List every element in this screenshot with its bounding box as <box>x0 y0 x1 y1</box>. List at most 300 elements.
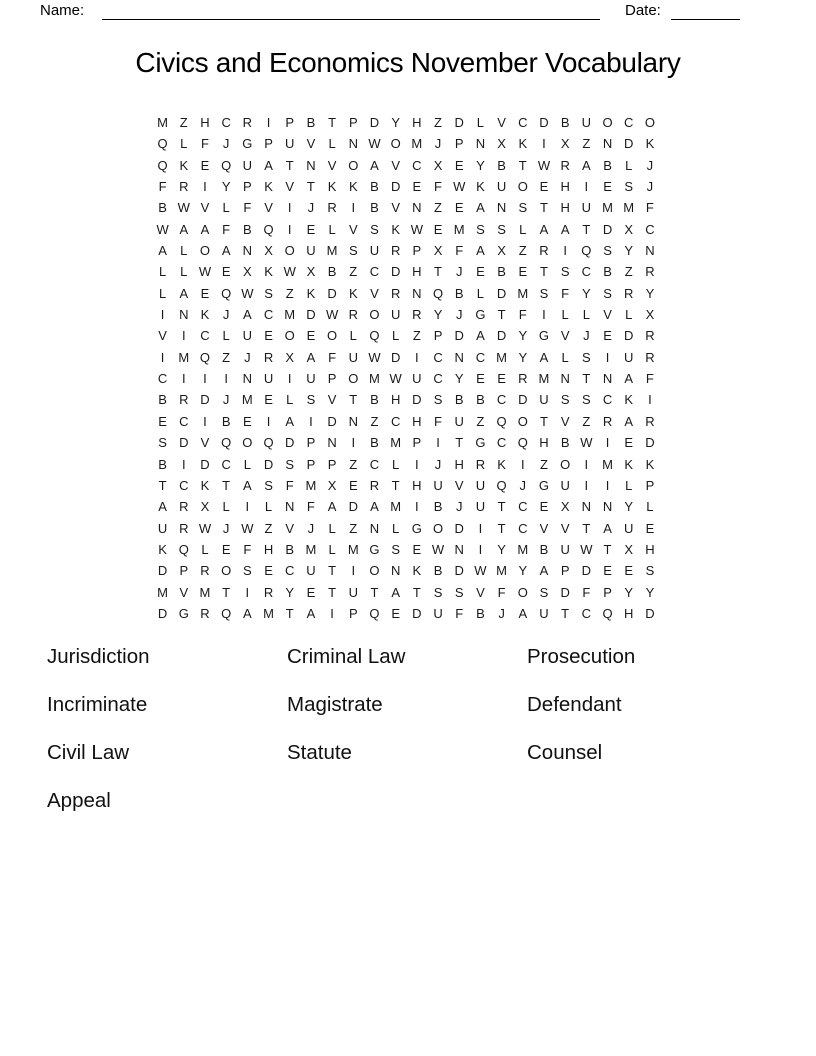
grid-letter: F <box>497 584 506 600</box>
grid-letter: I <box>181 456 186 472</box>
grid-letter: F <box>518 307 527 323</box>
grid-letter: M <box>602 456 613 472</box>
grid-letter: B <box>497 264 506 280</box>
grid-letter: Y <box>497 541 506 557</box>
grid-letter: L <box>264 499 273 515</box>
grid-letter: D <box>454 115 464 130</box>
grid-letter: J <box>519 477 527 493</box>
grid-letter: W <box>580 541 593 557</box>
grid-letter: S <box>497 221 506 237</box>
grid-letter: U <box>348 584 358 600</box>
grid-letter: V <box>285 520 295 536</box>
grid-letter: J <box>646 179 654 195</box>
grid-letter: C <box>221 456 231 472</box>
grid-letter: F <box>645 371 654 387</box>
grid-letter: J <box>583 328 590 344</box>
grid-letter: W <box>537 157 551 173</box>
grid-letter: I <box>436 435 440 451</box>
grid-letter: Z <box>349 520 358 536</box>
grid-letter: K <box>624 456 634 472</box>
grid-letter: L <box>646 499 654 515</box>
grid-letter: I <box>415 499 419 515</box>
grid-letter: G <box>369 541 380 557</box>
grid-letter: W <box>156 221 169 237</box>
grid-letter: Z <box>370 413 379 429</box>
grid-letter: M <box>326 243 338 259</box>
grid-letter: O <box>221 563 232 579</box>
grid-letter: U <box>285 136 295 152</box>
grid-letter: N <box>412 200 422 216</box>
grid-letter: I <box>330 605 334 621</box>
grid-letter: U <box>475 499 486 515</box>
grid-letter: V <box>179 584 189 600</box>
grid-letter: L <box>625 307 633 323</box>
grid-letter: N <box>602 499 613 515</box>
grid-letter: W <box>474 563 487 579</box>
grid-letter: J <box>498 605 505 621</box>
grid-letter: L <box>328 541 336 557</box>
grid-letter: M <box>369 371 380 387</box>
grid-letter: R <box>518 371 528 387</box>
grid-letter: J <box>222 307 230 323</box>
grid-letter: V <box>454 477 464 493</box>
grid-letter: P <box>348 115 358 130</box>
grid-letter: A <box>243 477 252 493</box>
date-label: Date: <box>625 2 661 19</box>
grid-letter: Z <box>476 413 485 429</box>
grid-letter: J <box>307 200 315 216</box>
grid-letter: L <box>180 136 188 152</box>
grid-letter: S <box>454 584 464 600</box>
grid-letter: R <box>179 499 189 515</box>
grid-letter: R <box>369 477 380 493</box>
grid-letter: B <box>476 392 485 408</box>
grid-letter: T <box>158 477 167 493</box>
grid-letter: C <box>496 435 507 451</box>
grid-letter: U <box>624 349 634 365</box>
grid-letter: V <box>327 392 337 408</box>
grid-letter: R <box>179 179 189 195</box>
grid-letter: R <box>645 413 655 429</box>
grid-letter: D <box>263 456 274 472</box>
grid-letter: V <box>327 157 337 173</box>
grid-letter: G <box>475 307 486 323</box>
grid-letter: I <box>584 477 589 493</box>
grid-letter: N <box>496 200 507 216</box>
grid-letter: P <box>243 179 252 195</box>
grid-letter: S <box>264 477 273 493</box>
grid-letter: H <box>412 477 422 493</box>
grid-letter: C <box>645 221 655 237</box>
grid-letter: N <box>412 285 422 301</box>
grid-letter: C <box>475 349 486 365</box>
grid-letter: E <box>221 541 231 557</box>
grid-letter: L <box>222 328 230 344</box>
grid-letter: I <box>648 392 652 408</box>
grid-letter: Y <box>624 243 634 259</box>
grid-letter: M <box>390 499 402 515</box>
grid-letter: J <box>455 264 463 280</box>
grid-letter: R <box>645 349 655 365</box>
grid-letter: A <box>560 221 570 237</box>
grid-letter: S <box>560 392 570 408</box>
grid-letter: M <box>623 200 635 216</box>
grid-letter: K <box>645 456 655 472</box>
grid-letter: A <box>624 371 634 387</box>
grid-letter: D <box>327 413 337 429</box>
grid-letter: B <box>454 285 464 301</box>
grid-letter: O <box>517 584 528 600</box>
grid-letter: K <box>348 285 358 301</box>
grid-letter: O <box>348 371 359 387</box>
word-bank-item: Civil Law <box>47 741 130 764</box>
grid-letter: E <box>348 477 358 493</box>
grid-letter: T <box>539 200 548 216</box>
grid-letter: Q <box>263 435 274 451</box>
grid-letter: P <box>560 563 570 579</box>
grid-letter: F <box>455 243 464 259</box>
grid-letter: V <box>539 520 549 536</box>
grid-letter: Q <box>496 413 507 429</box>
grid-letter: U <box>581 200 592 216</box>
grid-letter: V <box>348 221 358 237</box>
grid-letter: D <box>179 435 189 451</box>
grid-letter: M <box>305 477 317 493</box>
grid-letter: Z <box>434 200 442 216</box>
grid-letter: Z <box>434 115 442 130</box>
grid-letter: S <box>645 563 655 579</box>
grid-letter: F <box>243 541 252 557</box>
grid-letter: E <box>200 157 210 173</box>
grid-letter: H <box>390 392 401 408</box>
grid-letter: Z <box>518 243 527 259</box>
grid-letter: U <box>306 243 316 259</box>
grid-letter: S <box>560 264 570 280</box>
grid-letter: K <box>264 179 273 195</box>
grid-letter: E <box>624 435 634 451</box>
word-bank-item: Magistrate <box>287 693 383 716</box>
grid-letter: S <box>582 349 591 365</box>
grid-letter: E <box>158 413 167 429</box>
grid-letter: O <box>284 243 295 259</box>
grid-letter: G <box>538 477 550 493</box>
grid-letter: U <box>242 328 253 344</box>
grid-letter: P <box>264 136 273 152</box>
grid-letter: I <box>584 456 589 472</box>
grid-letter: E <box>200 285 210 301</box>
grid-letter: H <box>539 435 549 451</box>
grid-letter: R <box>242 115 253 130</box>
grid-letter: B <box>560 115 570 130</box>
grid-letter: E <box>539 179 549 195</box>
grid-letter: A <box>539 221 549 237</box>
grid-letter: Y <box>645 285 655 301</box>
grid-letter: Z <box>582 413 591 429</box>
grid-letter: X <box>624 541 634 557</box>
grid-letter: R <box>348 307 358 323</box>
grid-letter: F <box>285 477 294 493</box>
grid-letter: T <box>497 520 506 536</box>
grid-letter: D <box>496 328 507 344</box>
grid-letter: R <box>539 243 549 259</box>
word-bank-item: Defendant <box>527 693 622 716</box>
grid-letter: P <box>306 456 316 472</box>
grid-letter: W <box>431 541 445 557</box>
grid-letter: B <box>433 563 443 579</box>
grid-letter: E <box>624 563 634 579</box>
grid-letter: N <box>390 563 401 579</box>
grid-letter: K <box>476 179 485 195</box>
grid-letter: C <box>581 264 592 280</box>
grid-letter: K <box>200 477 210 493</box>
grid-letter: Y <box>285 584 295 600</box>
grid-letter: A <box>624 413 634 429</box>
grid-letter: U <box>581 115 592 130</box>
grid-letter: F <box>561 285 570 301</box>
grid-letter: W <box>368 349 381 365</box>
grid-letter: I <box>605 477 610 493</box>
grid-letter: I <box>605 349 610 365</box>
grid-letter: Y <box>624 584 634 600</box>
word-bank-item: Criminal Law <box>287 645 406 668</box>
word-bank-item: Jurisdiction <box>47 645 150 668</box>
grid-letter: Z <box>285 285 294 301</box>
grid-letter: R <box>179 392 189 408</box>
grid-letter: A <box>391 584 400 600</box>
grid-letter: D <box>602 221 613 237</box>
grid-letter: L <box>328 221 336 237</box>
word-search-grid <box>152 112 661 624</box>
grid-letter: U <box>306 371 316 387</box>
grid-letter: C <box>433 349 443 365</box>
grid-letter: T <box>603 541 612 557</box>
grid-letter: T <box>306 179 315 195</box>
grid-letter: E <box>603 563 612 579</box>
grid-letter: X <box>264 243 273 259</box>
grid-letter: J <box>646 157 654 173</box>
grid-letter: E <box>243 413 252 429</box>
grid-letter: W <box>368 136 381 152</box>
grid-letter: O <box>390 136 401 152</box>
grid-letter: P <box>603 584 612 600</box>
grid-letter: A <box>306 605 316 621</box>
grid-letter: U <box>560 477 570 493</box>
grid-letter: M <box>496 563 508 579</box>
grid-letter: M <box>453 221 465 237</box>
grid-letter: D <box>200 392 210 408</box>
grid-letter: U <box>306 563 316 579</box>
grid-letter: C <box>412 157 422 173</box>
grid-letter: C <box>285 563 295 579</box>
grid-letter: N <box>179 307 189 323</box>
grid-letter: K <box>158 541 167 557</box>
grid-letter: N <box>645 243 655 259</box>
grid-letter: B <box>327 264 337 280</box>
grid-letter: I <box>605 435 610 451</box>
grid-letter: H <box>263 541 274 557</box>
grid-letter: V <box>370 285 379 301</box>
grid-letter: T <box>497 499 506 515</box>
grid-letter: X <box>200 499 210 515</box>
grid-letter: D <box>454 563 464 579</box>
grid-letter: F <box>582 584 591 600</box>
grid-letter: T <box>285 157 294 173</box>
grid-letter: O <box>199 243 211 259</box>
grid-letter: C <box>624 115 634 130</box>
grid-letter: T <box>349 392 358 408</box>
grid-letter: Y <box>518 328 528 344</box>
date-blank-line <box>671 3 740 20</box>
grid-letter: E <box>306 584 316 600</box>
grid-letter: X <box>624 221 634 237</box>
grid-letter: R <box>179 520 189 536</box>
grid-letter: U <box>496 179 507 195</box>
grid-letter: I <box>415 349 419 365</box>
grid-letter: J <box>434 136 442 152</box>
grid-letter: D <box>624 328 634 344</box>
grid-letter: T <box>455 435 464 451</box>
grid-letter: A <box>539 563 549 579</box>
grid-letter: X <box>560 499 570 515</box>
grid-letter: K <box>391 221 400 237</box>
grid-letter: E <box>603 328 612 344</box>
grid-letter: R <box>390 243 401 259</box>
grid-letter: T <box>434 264 442 280</box>
grid-letter: S <box>433 392 443 408</box>
grid-letter: D <box>645 435 655 451</box>
grid-letter: I <box>542 136 546 152</box>
grid-letter: U <box>157 520 168 536</box>
grid-letter: O <box>242 435 253 451</box>
grid-letter: C <box>200 328 210 344</box>
grid-letter: B <box>497 157 506 173</box>
grid-letter: K <box>518 136 528 152</box>
grid-letter: Q <box>369 605 380 621</box>
grid-letter: T <box>582 371 591 387</box>
grid-letter: H <box>560 179 570 195</box>
grid-letter: A <box>221 243 231 259</box>
grid-letter: N <box>369 520 380 536</box>
grid-letter: A <box>200 221 210 237</box>
grid-letter: I <box>266 115 271 130</box>
grid-letter: W <box>283 264 296 280</box>
grid-letter: J <box>244 349 251 365</box>
grid-letter: Q <box>517 435 528 451</box>
grid-letter: Z <box>539 456 548 472</box>
grid-letter: S <box>391 541 400 557</box>
grid-letter: O <box>284 328 295 344</box>
grid-letter: Q <box>263 221 274 237</box>
word-bank-item: Incriminate <box>47 693 148 716</box>
grid-letter: C <box>369 264 380 280</box>
grid-letter: U <box>412 371 422 387</box>
grid-letter: N <box>560 371 570 387</box>
grid-letter: Z <box>624 264 633 280</box>
grid-letter: H <box>454 456 464 472</box>
grid-letter: F <box>434 179 442 195</box>
grid-letter: K <box>348 179 358 195</box>
grid-letter: Q <box>157 136 168 152</box>
grid-letter: X <box>433 157 443 173</box>
grid-letter: M <box>199 584 211 600</box>
grid-letter: N <box>602 136 613 152</box>
grid-letter: D <box>518 392 528 408</box>
grid-letter: O <box>369 563 380 579</box>
grid-letter: W <box>453 179 466 195</box>
grid-letter: R <box>200 563 210 579</box>
grid-letter: U <box>475 477 486 493</box>
grid-letter: V <box>200 435 210 451</box>
grid-letter: G <box>242 136 253 152</box>
grid-letter: Q <box>602 605 613 621</box>
grid-letter: S <box>603 285 612 301</box>
grid-letter: T <box>222 477 231 493</box>
grid-letter: T <box>539 264 548 280</box>
grid-letter: T <box>285 605 294 621</box>
grid-letter: B <box>539 541 549 557</box>
grid-letter: O <box>348 157 359 173</box>
grid-letter: V <box>285 179 295 195</box>
grid-letter: A <box>603 520 612 536</box>
grid-letter: A <box>179 285 189 301</box>
grid-letter: M <box>538 371 550 387</box>
grid-letter: G <box>475 435 486 451</box>
grid-letter: A <box>158 499 167 515</box>
grid-letter: C <box>179 413 189 429</box>
grid-letter: X <box>306 264 316 280</box>
grid-letter: C <box>581 605 592 621</box>
grid-letter: I <box>203 371 207 387</box>
grid-letter: Y <box>454 371 464 387</box>
grid-letter: C <box>179 477 189 493</box>
grid-letter: T <box>328 584 337 600</box>
grid-letter: L <box>180 264 188 280</box>
grid-letter: Y <box>391 115 400 130</box>
grid-letter: X <box>327 477 337 493</box>
grid-letter: F <box>222 221 231 237</box>
grid-letter: A <box>264 157 273 173</box>
grid-letter: K <box>327 179 337 195</box>
grid-letter: I <box>160 349 165 365</box>
grid-letter: B <box>370 392 379 408</box>
grid-letter: H <box>412 115 422 130</box>
grid-letter: Z <box>264 520 273 536</box>
grid-letter: O <box>602 115 613 130</box>
worksheet-title: Civics and Economics November Vocabulary <box>135 47 681 78</box>
grid-letter: R <box>327 200 337 216</box>
grid-letter: V <box>497 115 506 130</box>
grid-letter: H <box>645 541 655 557</box>
grid-letter: R <box>602 413 613 429</box>
grid-letter: I <box>160 307 165 323</box>
grid-letter: Y <box>518 349 528 365</box>
grid-letter: J <box>222 136 230 152</box>
grid-letter: N <box>581 499 592 515</box>
grid-letter: L <box>519 221 527 237</box>
grid-letter: I <box>287 200 292 216</box>
grid-letter: K <box>645 136 655 152</box>
grid-letter: D <box>369 115 380 130</box>
grid-letter: F <box>328 349 337 365</box>
grid-letter: C <box>518 115 528 130</box>
grid-letter: B <box>370 435 379 451</box>
grid-letter: T <box>539 413 548 429</box>
grid-letter: L <box>392 520 400 536</box>
grid-letter: M <box>241 392 253 408</box>
grid-letter: N <box>242 371 253 387</box>
grid-letter: V <box>200 200 210 216</box>
grid-letter: D <box>390 349 401 365</box>
